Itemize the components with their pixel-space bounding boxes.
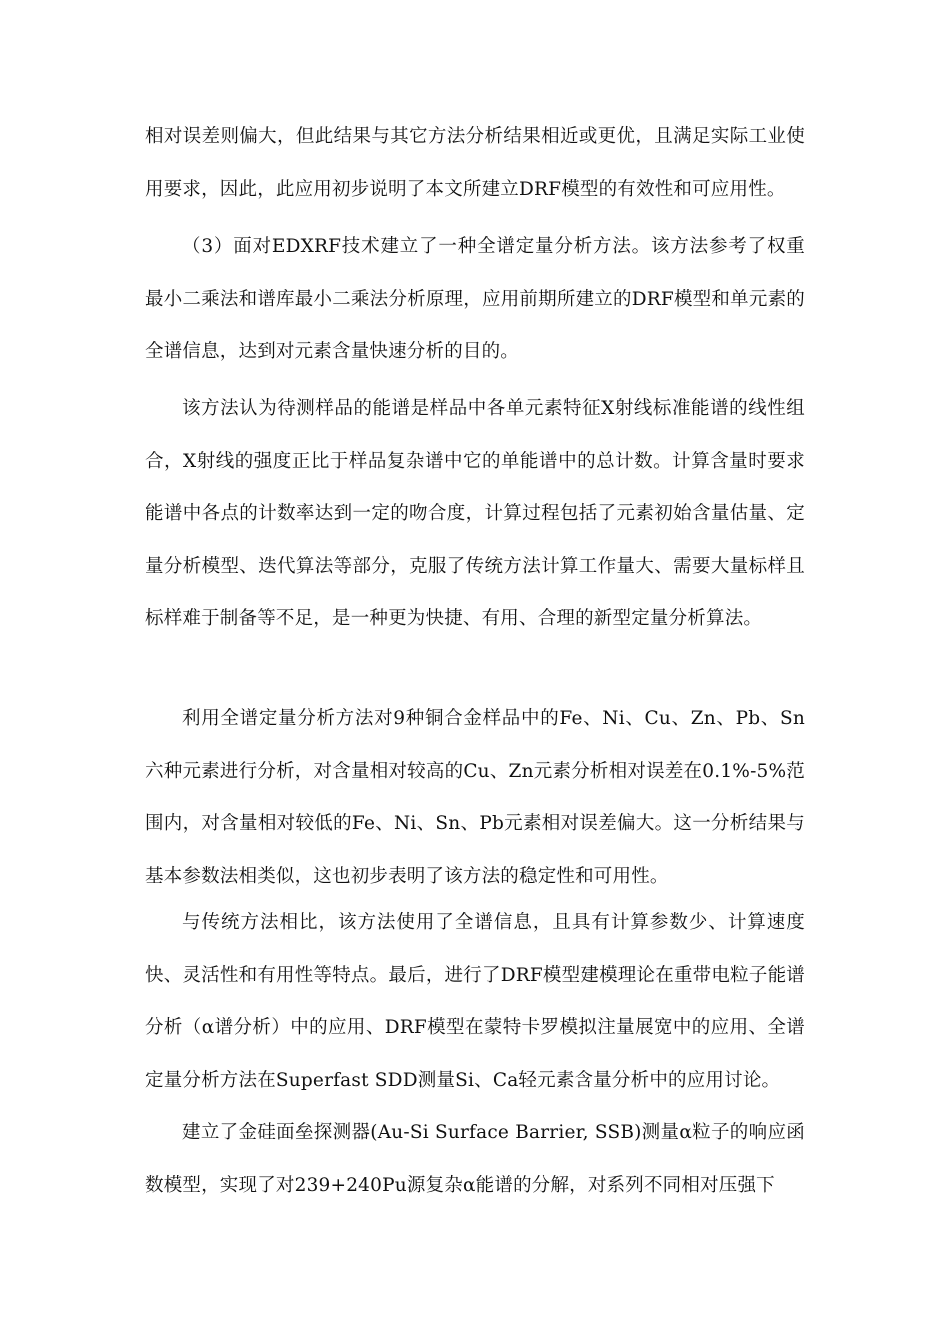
paragraph-ssb-detector: 建立了金硅面垒探测器(Au-Si Surface Barrier, SSB)测量α粒子的响应函数模型，实现了对239+240Pu源复杂α能谱的分解，对系列不同相对压强下 — [145, 1122, 805, 1196]
paragraph-continuation: 相对误差则偏大，但此结果与其它方法分析结果相近或更优，且满足实际工业使用要求，因此，此应用初步说明了本文所建立DRF模型的有效性和可应用性。 — [145, 126, 805, 200]
paragraph-method-principle: 该方法认为待测样品的能谱是样品中各单元素特征X射线标准能谱的线性组合，X射线的强度正比于样品复杂谱中它的单能谱中的总计数。计算含量时要求能谱中各点的计数率达到一定的吻合度，计算过程包括了元素初始含量估量、定量分析模型、迭代算法等部分，克服了传统方法计算工作量大、需要大量标样且标样难于制备等不足，是一种更为快捷、有用、合理的新型定量分析算法。 — [145, 398, 805, 629]
paragraph-method-comparison: 与传统方法相比，该方法使用了全谱信息，且具有计算参数少、计算速度快、灵活性和有用性等特点。最后，进行了DRF模型建模理论在重带电粒子能谱分析（α谱分析）中的应用、DRF模型在蒙特卡罗模拟注量展宽中的应用、全谱定量分析方法在Superfast SDD测量Si、Ca轻元素含量分析中的应用讨论。 — [145, 912, 805, 1091]
paragraph-full-spectrum-method: （3）面对EDXRF技术建立了一种全谱定量分析方法。该方法参考了权重最小二乘法和谱库最小二乘法分析原理，应用前期所建立的DRF模型和单元素的全谱信息，达到对元素含量快速分析的目的。 — [145, 236, 805, 362]
paragraph-copper-alloy-analysis: 利用全谱定量分析方法对9种铜合金样品中的Fe、Ni、Cu、Zn、Pb、Sn六种元素进行分析，对含量相对较高的Cu、Zn元素分析相对误差在0.1%-5%范围内，对含量相对较低的Fe、Ni、Sn、Pb元素相对误差偏大。这一分析结果与基本参数法相类似，这也初步表明了该方法的稳定性和可用性。 — [145, 708, 805, 887]
